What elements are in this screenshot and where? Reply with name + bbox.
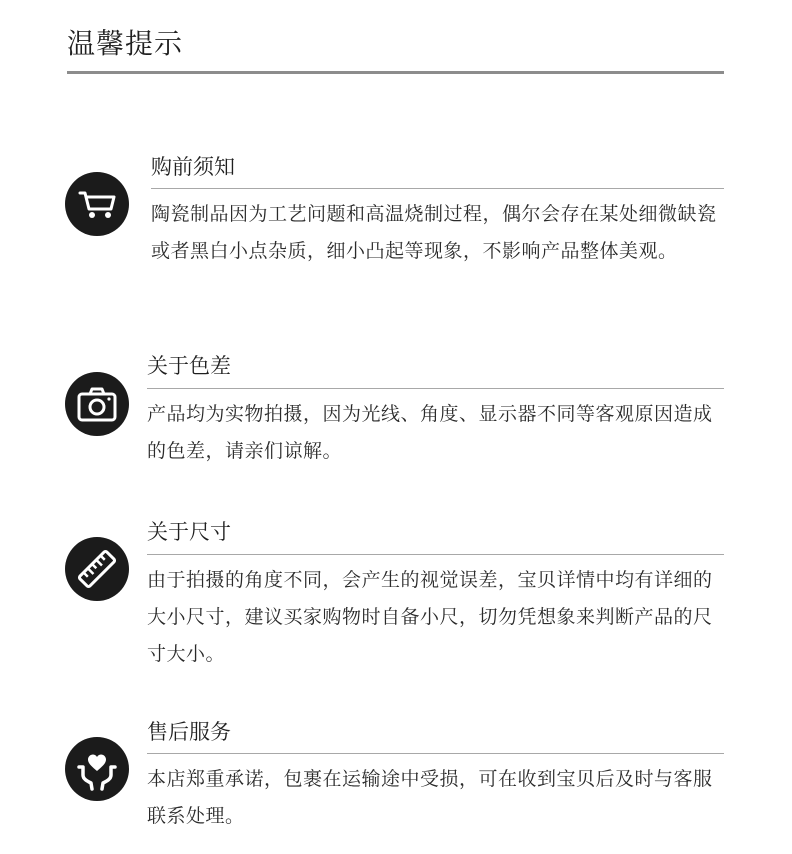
section-heading: 关于色差 <box>147 354 231 378</box>
heart-hands-icon <box>65 737 129 801</box>
section-body: 陶瓷制品因为工艺问题和高温烧制过程，偶尔会存在某处细微缺瓷或者黑白小点杂质，细小凸起等现象，不影响产品整体美观。 <box>151 203 717 262</box>
page-title: 温馨提示 <box>67 27 184 60</box>
section-divider <box>151 188 724 189</box>
section-divider <box>147 388 724 389</box>
section-heading: 售后服务 <box>147 720 231 744</box>
ruler-icon <box>65 537 129 601</box>
section-heading: 购前须知 <box>151 155 235 179</box>
section-body: 由于拍摄的角度不同，会产生的视觉误差，宝贝详情中均有详细的大小尺寸，建议买家购物时自备小尺，切勿凭想象来判断产品的尺寸大小。 <box>147 569 713 665</box>
cart-icon <box>65 172 129 236</box>
section-body: 产品均为实物拍摄，因为光线、角度、显示器不同等客观原因造成的色差，请亲们谅解。 <box>147 403 713 462</box>
title-divider <box>67 71 724 74</box>
section-heading: 关于尺寸 <box>147 520 231 544</box>
section-divider <box>147 753 724 754</box>
camera-icon <box>65 372 129 436</box>
section-body: 本店郑重承诺，包裹在运输途中受损，可在收到宝贝后及时与客服联系处理。 <box>147 768 713 827</box>
section-divider <box>147 554 724 555</box>
